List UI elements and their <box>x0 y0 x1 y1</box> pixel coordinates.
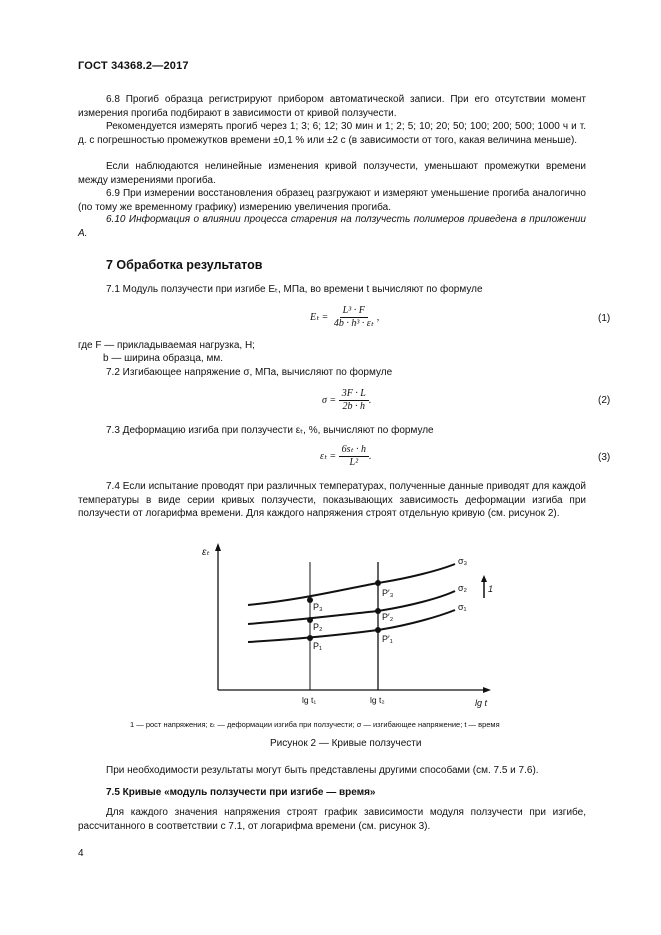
paragraph-6-10: 6.10 Информация о влиянии процесса старения на ползучесть полимеров приведена в приложении А. <box>78 214 586 239</box>
curve-label-sigma1: σ₁ <box>458 602 467 612</box>
figure-2-legend: 1 — рост напряжения; εₜ — деформации изгиба при ползучести; σ — изгибающее напряжение; t — время <box>130 720 500 729</box>
paragraph-7-5: Для каждого значения напряжения строят график зависимости модуля ползучести при изгибе, рассчитанного в соответствии с 7.1, от логарифма времени (см. рисунок 3). <box>78 807 586 832</box>
x-axis-label: lg t <box>475 698 488 708</box>
paragraph-7-1: 7.1 Модуль ползучести при изгибе Eₜ, МПа, во времени t вычисляют по формуле <box>106 284 483 295</box>
section-7-5-title: 7.5 Кривые «модуль ползучести при изгибе — время» <box>106 787 376 798</box>
formula-2 <box>322 388 371 413</box>
label-P2-prime: P′₂ <box>382 612 394 622</box>
paragraph-6-8: 6.8 Прогиб образца регистрируют прибором автоматической записи. При его отсутствии момент измерения прогиба подбирают в зависимости от кривой ползучести. <box>78 94 586 119</box>
curve-label-sigma2: σ₂ <box>458 583 468 593</box>
paragraph-6-9: 6.9 При измерении восстановления образец разгружают и измеряют уменьшение прогиба аналогично (по тому же временному графику) измерению увеличения прогиба. <box>78 188 586 213</box>
label-P1-prime: P′₁ <box>382 634 393 644</box>
paragraph-note: При необходимости результаты могут быть представлены другими способами (см. 7.5 и 7.6). <box>106 765 539 776</box>
formula-2-number: (2) <box>598 395 611 406</box>
paragraph-7-3: 7.3 Деформацию изгиба при ползучести εₜ, %, вычисляют по формуле <box>106 425 434 436</box>
paragraph-7-4: 7.4 Если испытание проводят при различных температурах, полученные данные приводят для каждой температуры в виде серии кривых ползучести, показывающих зависимость деформации изгиба при ползучести от логарифма времени. Для каждого напряжения строят отдельную кривую (см. рисунок 2). <box>78 481 586 520</box>
paragraph-6-8-nonlinear: Если наблюдаются нелинейные изменения кривой ползучести, уменьшают промежутки времени между измерениями прогиба. <box>78 161 586 186</box>
stress-arrow-head <box>481 575 487 582</box>
y-axis-label: εₜ <box>202 547 210 558</box>
curve-label-sigma3: σ₃ <box>458 556 468 566</box>
point-P1-prime <box>375 627 381 633</box>
point-P3-prime <box>375 580 381 586</box>
formula-2-denominator: 2b · h <box>342 401 366 412</box>
section-7-title: 7 Обработка результатов <box>106 258 263 272</box>
formula-3-denominator: L² <box>349 457 359 468</box>
label-P3-prime: P′₃ <box>382 588 394 598</box>
formula-2-tail: . <box>368 394 372 406</box>
figure-2-creep-curves <box>190 540 500 712</box>
stress-arrow-label: 1 <box>488 584 494 594</box>
label-P3: P₃ <box>313 602 323 612</box>
formula-3-tail: . <box>368 450 372 462</box>
formula-2-lhs: σ = <box>322 394 337 406</box>
formula-2-numerator: 3F · L <box>339 388 369 401</box>
y-axis-arrow <box>215 543 221 551</box>
figure-2-caption: Рисунок 2 — Кривые ползучести <box>270 738 422 749</box>
formula-3-numerator: 6sₜ · h <box>339 444 369 457</box>
formula-1-lhs: Eₜ = <box>310 311 329 323</box>
x-axis-arrow <box>483 687 491 693</box>
where-b: b — ширина образца, мм. <box>103 353 223 364</box>
paragraph-6-8-recommend: Рекомендуется измерять прогиб через 1; 3; 6; 12; 30 мин и 1; 2; 5; 10; 20; 50; 100; 200; 500; 1000 ч и т. д. с погрешностью промежутков времени ±0,1 % или ±2 с (в зависимости от того, какая величина меньше). <box>78 121 586 146</box>
formula-1-denominator: 4b · h³ · εₜ <box>333 318 374 329</box>
page-number: 4 <box>78 848 84 859</box>
formula-1-number: (1) <box>598 313 611 324</box>
label-P2: P₂ <box>313 622 323 632</box>
formula-1-tail: , <box>376 311 380 323</box>
formula-1-numerator: L³ · F <box>340 305 368 318</box>
x-tick-lg-t2: lg t₂ <box>370 695 385 705</box>
point-P2-prime <box>375 608 381 614</box>
label-P1: P₁ <box>313 641 323 651</box>
curve-sigma3 <box>248 564 455 605</box>
formula-3-lhs: εₜ = <box>320 450 337 462</box>
formula-1 <box>310 305 379 330</box>
where-f: где F — прикладываемая нагрузка, Н; <box>78 340 255 351</box>
formula-3-number: (3) <box>598 452 611 463</box>
formula-3 <box>320 444 371 469</box>
document-header: ГОСТ 34368.2—2017 <box>78 60 189 72</box>
paragraph-7-2: 7.2 Изгибающее напряжение σ, МПа, вычисляют по формуле <box>106 367 393 378</box>
x-tick-lg-t1: lg t₁ <box>302 695 317 705</box>
